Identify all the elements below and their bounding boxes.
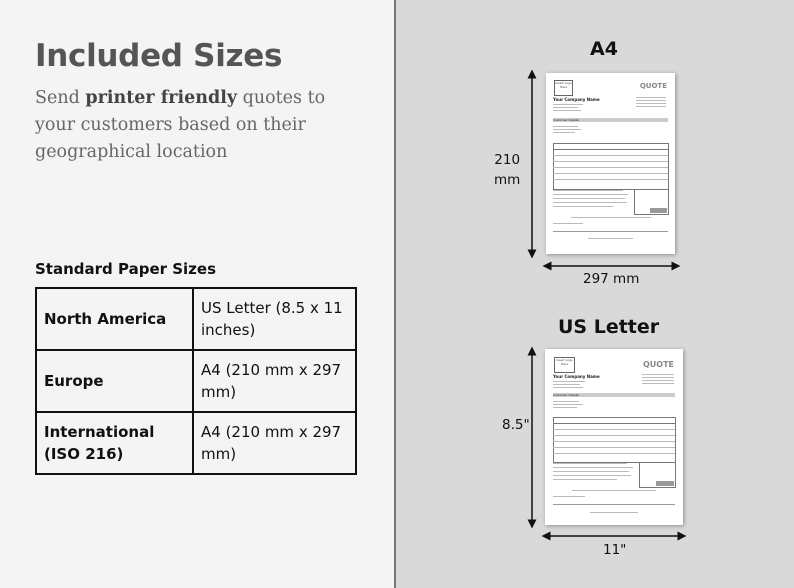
size-cell: US Letter (8.5 x 11 inches) bbox=[193, 288, 356, 350]
us-letter-label: US Letter bbox=[558, 316, 660, 338]
logo-placeholder: Insert Logo Here bbox=[554, 357, 575, 373]
us-height-label: 8.5" bbox=[502, 417, 530, 433]
table-title: Standard Paper Sizes bbox=[35, 260, 217, 278]
customer-details-bar: Customer Details bbox=[553, 393, 675, 397]
a4-height-label: 210 mm bbox=[494, 152, 521, 188]
page-title: Included Sizes bbox=[35, 38, 283, 74]
logo-placeholder: Insert Logo Here bbox=[554, 80, 573, 96]
table-row bbox=[36, 412, 356, 474]
a4-width-label: 297 mm bbox=[583, 271, 640, 287]
paper-sizes-table bbox=[35, 287, 357, 475]
subtitle-post: quotes to your customers based on their geographical location bbox=[35, 88, 326, 162]
region-cell: Europe bbox=[36, 350, 193, 412]
table-row bbox=[36, 288, 356, 350]
region-cell: North America bbox=[36, 288, 193, 350]
subtitle-bold: printer friendly bbox=[85, 88, 238, 108]
us-letter-quote-preview bbox=[545, 349, 683, 525]
subtitle bbox=[35, 85, 355, 166]
size-cell: A4 (210 mm x 297 mm) bbox=[193, 350, 356, 412]
subtitle-pre: Send bbox=[35, 88, 86, 108]
a4-quote-preview bbox=[546, 73, 675, 254]
company-name: Your Company Name bbox=[553, 97, 600, 102]
size-cell: A4 (210 mm x 297 mm) bbox=[193, 412, 356, 474]
table-row bbox=[36, 350, 356, 412]
a4-label: A4 bbox=[590, 38, 618, 60]
quote-title: QUOTE bbox=[642, 360, 674, 369]
region-cell: International (ISO 216) bbox=[36, 412, 193, 474]
us-width-label: 11" bbox=[603, 542, 627, 558]
left-panel bbox=[0, 0, 396, 588]
customer-details-bar: Customer Details bbox=[553, 118, 668, 122]
quote-title: QUOTE bbox=[639, 82, 667, 90]
company-name: Your Company Name bbox=[553, 374, 600, 379]
